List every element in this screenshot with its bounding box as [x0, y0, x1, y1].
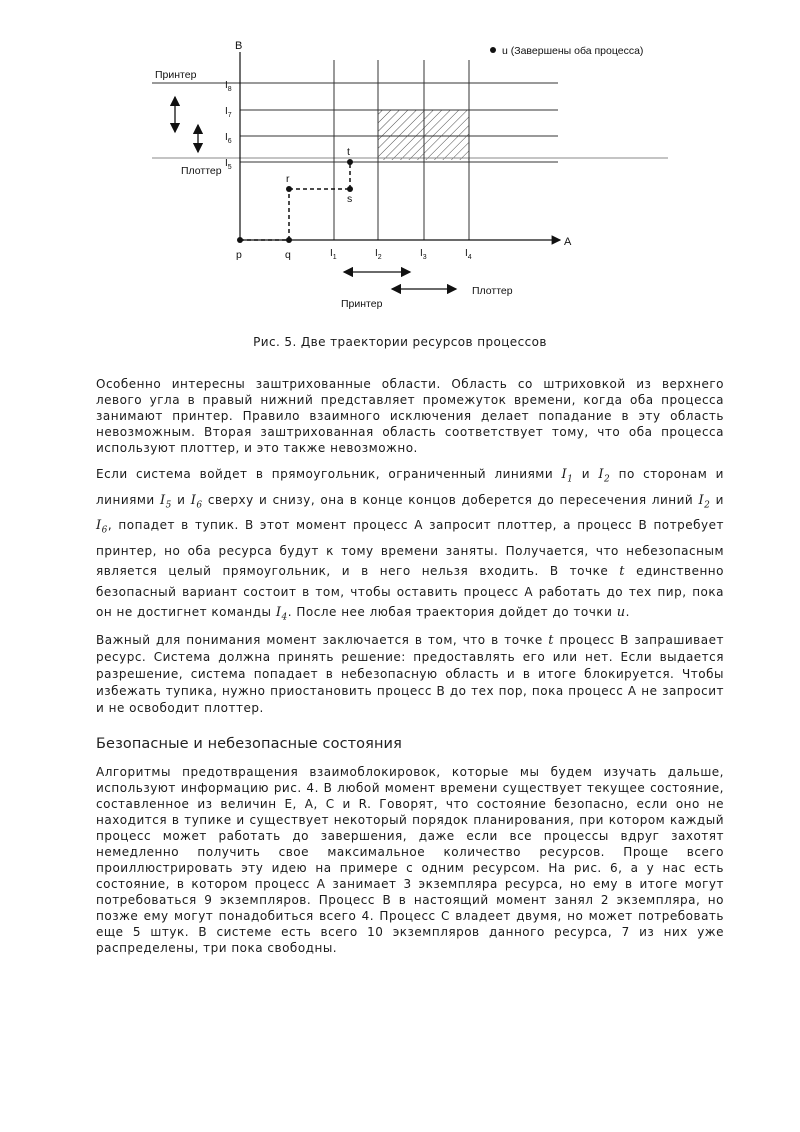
y-label-i7: $I_7$ [225, 106, 232, 119]
x-label-i1: $I_1$ [330, 248, 337, 261]
y-label-i6: $I_6$ [225, 132, 232, 145]
resource-trajectories-figure [0, 0, 800, 330]
math-i1: $I_1$ [561, 467, 574, 485]
label-t: t [347, 146, 350, 158]
math-i5: $I_5$ [159, 492, 172, 511]
label-s: s [347, 193, 353, 205]
math-i4: $I_4$ [275, 604, 288, 623]
paragraph-3: Важный для понимания момент заключается в том, что в точке t процесс B запрашивает ресурс. Система должна принять решение: предоставлять его или нет. Если выдается разрешение, система попадает в небезопасную область и в итоге блокируется. Чтобы избежать тупика, нужно приостановить процесс B до тех пор, пока процесс A не запросит и не освободит плоттер. [96, 633, 724, 715]
point-s [347, 186, 353, 192]
plotter-bottom-label: Плоттер [472, 285, 513, 297]
y-label-i8: $I_8$ [225, 80, 232, 93]
point-q [286, 237, 292, 243]
legend-u: u (Завершены оба процесса) [502, 45, 644, 57]
math-u: u [616, 604, 626, 620]
x-label-i2: $I_2$ [375, 248, 382, 261]
printer-left-label: Принтер [155, 69, 197, 81]
printer-bottom-label: Принтер [341, 298, 383, 310]
y-label-i5: $I_5$ [225, 158, 232, 171]
point-u [490, 47, 496, 53]
x-label-i4: $I_4$ [465, 248, 472, 261]
point-p [237, 237, 243, 243]
label-q: q [285, 249, 291, 261]
label-p: p [236, 249, 242, 261]
math-i2: $I_2$ [598, 467, 611, 485]
point-r [286, 186, 292, 192]
paragraph-4: Алгоритмы предотвращения взаимоблокировок, которые мы будем изучать дальше, используют информацию рис. 4. В любой момент времени существует текущее состояние, составленное из величин E, A, C и R. Говорят, что состояние безопасно, если оно не находится в тупике и существует некоторый порядок планирования, при котором каждый процесс может работать до завершения, даже если все процессы вдруг захотят немедленно получить свое максимальное количество ресурсов. Проще всего проиллюстрировать эту идею на примере с одним ресурсом. На рис. 6, а у нас есть состояние, в котором процесс A занимает 3 экземпляра ресурса, но ему в итоге могут потребоваться 9 экземпляров. Процесс B в настоящий момент занял 2 экземпляра, но позже ему могут понадобиться всего 4. Процесс C владеет двумя, но может потребовать еще 5 штук. В системе есть всего 10 экземпляров данного ресурса, 7 из них уже распределены, три пока свободны. [96, 765, 724, 955]
axis-a-label: A [564, 236, 572, 248]
paragraph-2: Если система войдет в прямоугольник, ограниченный линиями $I_1$ и $I_2$ по сторонам и линиями $I_5$ и $I_6$ сверху и снизу, она в конце концов доберется до пересечения линий $I_2$ и $I_6$, попадет в тупик. В этот момент процесс A запросит плоттер, а процесс B потребует принтер, но оба ресурса будут к тому времени заняты. Получается, что небезопасным является целый прямоугольник, и в него нельзя входить. В точке t единственно безопасный вариант состоит в том, чтобы оставить процесс A работать до тех пир, пока он не достигнет команды $I_4$. После нее любая траектория дойдет до точки u. [96, 467, 724, 623]
math-i6: $I_6$ [190, 492, 203, 511]
label-r: r [286, 173, 290, 185]
paragraph-1: Особенно интересны заштрихованные области. Область со штриховкой из верхнего левого угла в правый нижний представляет промежуток времени, когда оба процесса занимают принтер. Правило взаимного исключения делает попадание в эту область невозможным. Вторая заштрихованная область соответствует тому, что оба процесса используют плоттер, и это также невозможно. [96, 377, 724, 455]
math-i6b: $I_6$ [96, 518, 108, 536]
math-t2: t [548, 633, 555, 648]
x-label-i3: $I_3$ [420, 248, 427, 261]
math-i2b: $I_2$ [698, 492, 711, 511]
plotter-left-label: Плоттер [181, 165, 222, 177]
figure-caption: Рис. 5. Две траектории ресурсов процессов [253, 335, 547, 349]
math-t: t [619, 563, 626, 579]
point-t [347, 159, 353, 165]
section-heading: Безопасные и небезопасные состояния [96, 736, 402, 752]
axis-b-label: B [235, 40, 243, 52]
